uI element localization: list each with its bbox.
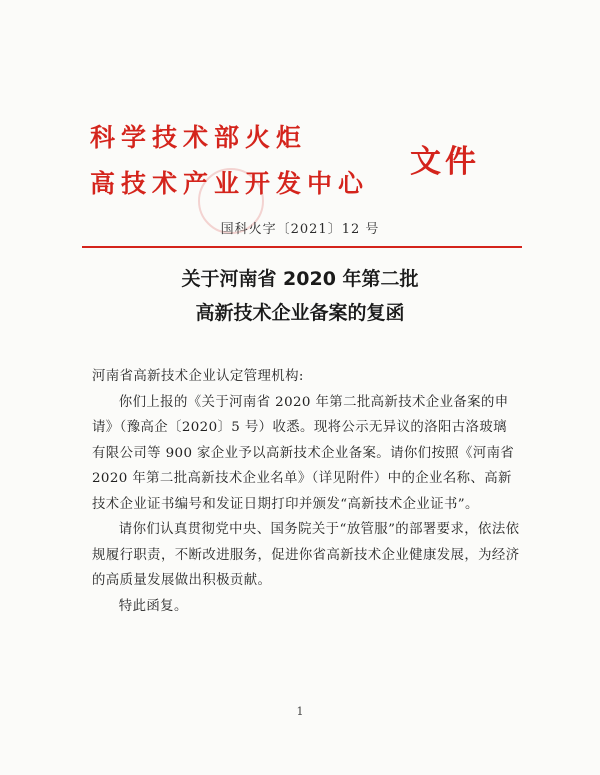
document-number: 国科火字〔2021〕12 号 xyxy=(220,222,380,237)
red-header-rule xyxy=(82,246,522,248)
body-paragraph-1: 你们上报的《关于河南省 2020 年第二批高新技术企业备案的申请》（豫高企〔2020〕5 号）收悉。现将公示无异议的洛阳古洛玻璃有限公司等 900 家企业予以高新技术企业备案。请你们按照《河南省 2020 年第二批高新技术企业名单》（详见附件）中的企业名称、高新技术企业证书编号和发证日期打印并颁发“高新技术企业证书”。 xyxy=(92,394,515,512)
document-body xyxy=(92,364,520,619)
organization-line-2: 高技术产业开发中心 xyxy=(90,169,370,198)
document-type-label: 文件 xyxy=(410,144,480,180)
document-title xyxy=(0,262,600,330)
salutation: 河南省高新技术企业认定管理机构: xyxy=(92,369,304,384)
body-paragraph-2: 请你们认真贯彻党中央、国务院关于“放管服”的部署要求，依法依规履行职责，不断改进服务，促进你省高新技术企业健康发展，为经济的高质量发展做出积极贡献。 xyxy=(92,522,520,588)
title-line-1: 关于河南省 2020 年第二批 xyxy=(181,268,419,290)
closing-line: 特此函复。 xyxy=(118,598,188,614)
organization-line-1: 科学技术部火炬 xyxy=(90,123,308,152)
page-number: 1 xyxy=(296,705,304,718)
title-line-2: 高新技术企业备案的复函 xyxy=(195,302,405,324)
